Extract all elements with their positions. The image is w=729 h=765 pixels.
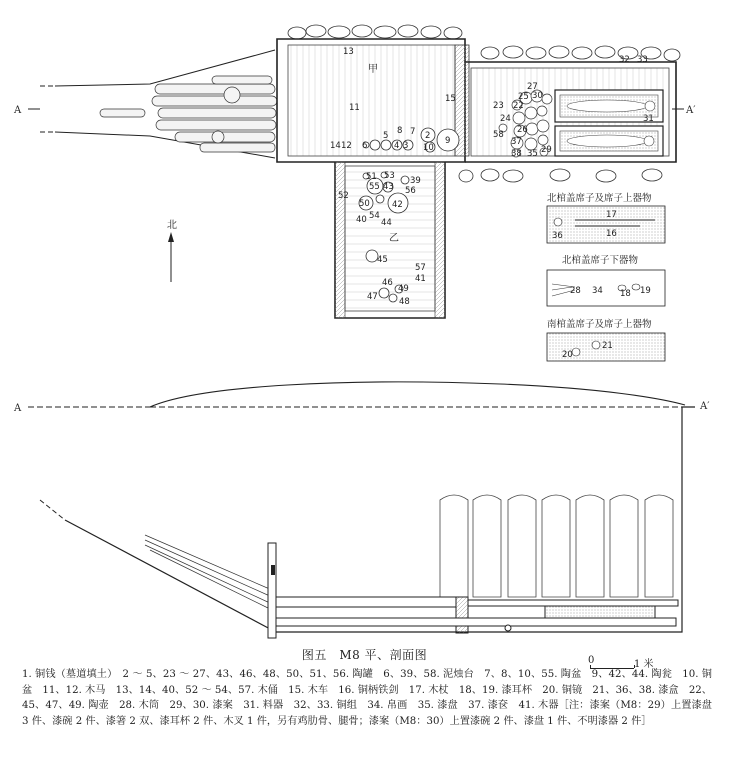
svg-text:33: 33 — [637, 55, 648, 65]
svg-text:42: 42 — [392, 200, 403, 210]
svg-text:25: 25 — [518, 92, 529, 102]
svg-text:54: 54 — [369, 211, 380, 221]
stone-row-bottom — [459, 169, 662, 182]
svg-text:55: 55 — [369, 182, 380, 192]
section-label-a: A — [14, 105, 22, 116]
svg-text:16: 16 — [606, 229, 617, 239]
svg-text:21: 21 — [602, 341, 613, 351]
svg-text:39: 39 — [410, 176, 421, 186]
svg-text:12: 12 — [341, 141, 352, 151]
svg-text:3: 3 — [403, 141, 409, 151]
figure-caption: 图五 M8 平、剖面图 — [301, 648, 428, 662]
svg-text:19: 19 — [640, 286, 651, 296]
svg-text:22: 22 — [513, 101, 524, 111]
inset-south-coffin-top — [547, 318, 665, 361]
dromos-slope — [65, 520, 272, 630]
svg-text:32: 32 — [619, 55, 630, 65]
svg-text:13: 13 — [343, 47, 354, 57]
svg-text:9: 9 — [445, 136, 451, 146]
svg-text:37: 37 — [511, 137, 522, 147]
svg-text:23: 23 — [493, 101, 504, 111]
svg-text:51: 51 — [366, 172, 377, 182]
svg-text:44: 44 — [381, 218, 392, 228]
scale-bar: 0 1 米 — [588, 655, 654, 670]
svg-text:57: 57 — [415, 263, 426, 273]
svg-text:15: 15 — [445, 94, 456, 104]
chamber-a-label: 甲 — [368, 64, 378, 75]
svg-text:53: 53 — [384, 171, 395, 181]
north-arrow — [167, 219, 177, 282]
svg-text:11: 11 — [349, 103, 360, 113]
chamber-b-label: 乙 — [389, 233, 399, 244]
section-label-a-prime: A′ — [686, 105, 696, 116]
svg-text:46: 46 — [382, 278, 393, 288]
svg-text:北: 北 — [167, 220, 177, 231]
inset-north-coffin-under — [547, 254, 665, 306]
svg-text:41: 41 — [415, 274, 426, 284]
dromos — [40, 50, 277, 158]
svg-text:50: 50 — [359, 199, 370, 209]
svg-text:45: 45 — [377, 255, 388, 265]
upright-timbers — [440, 495, 673, 597]
svg-text:47: 47 — [367, 292, 378, 302]
svg-text:30: 30 — [532, 91, 543, 101]
svg-text:18: 18 — [620, 289, 631, 299]
svg-text:2: 2 — [425, 131, 431, 141]
svg-text:52: 52 — [338, 191, 349, 201]
svg-text:南棺盖席子及席子上器物: 南棺盖席子及席子上器物 — [547, 319, 652, 330]
svg-text:49: 49 — [398, 284, 409, 294]
svg-text:48: 48 — [399, 297, 410, 307]
svg-text:43: 43 — [383, 182, 394, 192]
section-label-a-2: A — [14, 403, 22, 414]
svg-text:56: 56 — [405, 186, 416, 196]
svg-text:24: 24 — [500, 114, 511, 124]
svg-text:8: 8 — [397, 126, 403, 136]
svg-text:27: 27 — [527, 82, 538, 92]
svg-text:20: 20 — [562, 350, 573, 360]
svg-text:38: 38 — [511, 149, 522, 159]
svg-text:10: 10 — [423, 143, 434, 153]
svg-text:北棺盖席子及席子上器物: 北棺盖席子及席子上器物 — [547, 193, 652, 204]
section-label-a-prime-2: A′ — [700, 401, 710, 412]
svg-text:14: 14 — [330, 141, 341, 151]
figure-legend: 1. 铜钱（墓道填土） 2 ～ 5、23 ～ 27、43、46、48、50、51、56. 陶罐 6、39、58. 泥烛台 7、8、10、55. 陶盆 9、42、44. 陶瓮 10. 铜盆 11、12. 木马 13、14、40、52 ～ 54、57. 木俑 15. 木车 16. 铜柄铁剑 17. 木杖 18、19. 漆耳杯 20. 铜镜 21、36、38. 漆盒 22、45、47、49. 陶壶 28. 木筒 29、30. 漆案 31. 料器 32、33. 铜组 34. 帛画 35. 漆盘 37. 漆奁 41. 木器［注：漆案（M8：29）上置漆盘 3 件、漆碗 2 件、漆箸 2 双、漆耳杯 2 件、木叉 1 件，另有鸡肋骨、腿骨；漆案（M8：30）上置漆碗 2 件、漆盘 1 件、不明漆器 2 件］ — [22, 669, 712, 727]
svg-text:58: 58 — [493, 130, 504, 140]
south-coffin — [555, 126, 663, 156]
svg-text:29: 29 — [541, 145, 552, 155]
mound-profile — [150, 382, 685, 407]
svg-text:北棺盖席子下器物: 北棺盖席子下器物 — [562, 255, 639, 266]
svg-text:35: 35 — [527, 149, 538, 159]
inset-north-coffin-top — [547, 192, 665, 243]
svg-text:5: 5 — [383, 131, 389, 141]
svg-text:7: 7 — [410, 127, 416, 137]
svg-text:28: 28 — [570, 286, 581, 296]
svg-text:31: 31 — [643, 114, 654, 124]
svg-text:17: 17 — [606, 210, 617, 220]
svg-text:6: 6 — [362, 141, 368, 151]
svg-text:34: 34 — [592, 286, 603, 296]
svg-text:4: 4 — [394, 141, 400, 151]
svg-text:36: 36 — [552, 231, 563, 241]
svg-text:40: 40 — [356, 215, 367, 225]
svg-text:26: 26 — [517, 125, 528, 135]
